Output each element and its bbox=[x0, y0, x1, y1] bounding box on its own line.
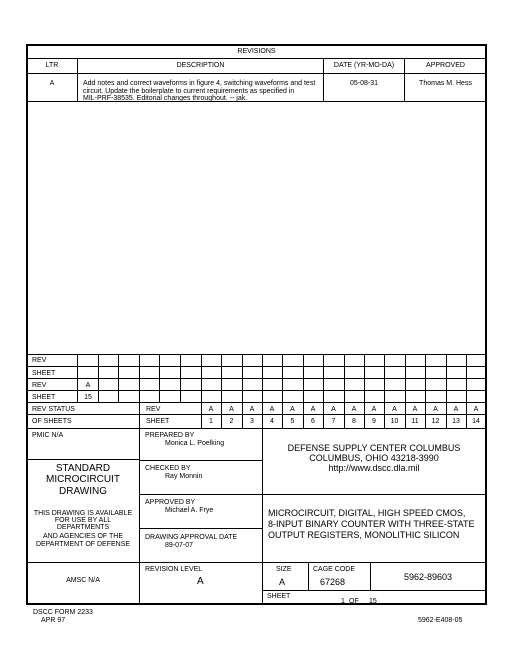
revision-letter: A bbox=[49, 80, 55, 87]
rule bbox=[344, 354, 345, 402]
device-title-line: 8-INPUT BINARY COUNTER WITH THREE-STATE bbox=[268, 519, 475, 529]
agency-link: http://www.dscc.dla.mil bbox=[328, 463, 420, 473]
rule bbox=[262, 590, 486, 591]
size-value: A bbox=[279, 577, 286, 587]
approved-header: APPROVED bbox=[426, 62, 465, 69]
rule bbox=[27, 378, 486, 379]
sheet-number-cell: 5 bbox=[290, 418, 295, 425]
rev-status-label: REV STATUS bbox=[32, 406, 75, 413]
rev-status-value: A bbox=[229, 406, 234, 413]
rule bbox=[303, 354, 304, 402]
sheet-number-cell: 9 bbox=[372, 418, 376, 425]
agency-line: COLUMBUS, OHIO 43218-3990 bbox=[309, 453, 439, 463]
ltr-header: LTR bbox=[45, 62, 59, 69]
standard-title-line: DRAWING bbox=[59, 486, 107, 497]
sheet-number-cell: 10 bbox=[390, 418, 399, 425]
approved-by-label: APPROVED BY bbox=[145, 499, 196, 506]
rule bbox=[323, 354, 324, 402]
date-header: DATE (YR-MO-DA) bbox=[333, 62, 395, 69]
rev-label: REV bbox=[32, 382, 47, 389]
rule bbox=[27, 562, 486, 563]
revision-description-line: circuit. Update the boilerplate to current requirements as specified in bbox=[83, 88, 295, 95]
rev-status-value: A bbox=[433, 406, 438, 413]
rule bbox=[262, 354, 263, 402]
standard-title-line: MICROCIRCUIT bbox=[46, 474, 120, 485]
rev-value: A bbox=[85, 382, 91, 389]
revision-approver: Thomas M. Hess bbox=[419, 80, 472, 87]
approved-by-name: Michael A. Frye bbox=[165, 507, 214, 514]
rule bbox=[405, 354, 406, 402]
revision-level: A bbox=[197, 576, 204, 587]
sheet-number-cell: 7 bbox=[331, 418, 336, 425]
rule bbox=[27, 414, 486, 415]
rule bbox=[139, 528, 262, 529]
revision-description-line: Add notes and correct waveforms in figure 4, switching waveforms and test bbox=[83, 80, 316, 87]
sheet-number-cell: 3 bbox=[250, 418, 254, 425]
rev-status-value: A bbox=[208, 406, 214, 413]
drawing-number: 5962-89603 bbox=[403, 572, 453, 582]
sheet-number-cell: 13 bbox=[452, 418, 460, 425]
revision-description-line: MIL-PRF-38535. Editorial changes throughout. -- jak. bbox=[83, 95, 248, 102]
rule bbox=[77, 58, 78, 101]
rule bbox=[446, 354, 447, 402]
revisions-title: REVISIONS bbox=[237, 48, 276, 55]
sheet-number-cell: 1 bbox=[209, 418, 213, 425]
sheet-of: OF bbox=[349, 598, 359, 605]
rule bbox=[221, 354, 222, 402]
rev-status-value: A bbox=[331, 406, 336, 413]
prepared-by-name: Monica L. Poelking bbox=[165, 440, 225, 447]
sheet-number-cell: 11 bbox=[411, 418, 419, 425]
standard-title-line: STANDARD bbox=[55, 463, 111, 474]
sheet-number-cell: 14 bbox=[472, 418, 480, 425]
rule bbox=[139, 428, 140, 605]
approval-date-label: DRAWING APPROVAL DATE bbox=[145, 534, 238, 541]
rev-status-value: A bbox=[310, 406, 316, 413]
rule bbox=[27, 366, 486, 367]
prepared-by-label: PREPARED BY bbox=[145, 432, 195, 439]
checked-by-name: Ray Monnin bbox=[165, 473, 203, 480]
rule bbox=[201, 354, 202, 402]
rule bbox=[27, 459, 139, 460]
device-title-line: MICROCIRCUIT, DIGITAL, HIGH SPEED CMOS, bbox=[268, 508, 466, 518]
rule bbox=[282, 354, 283, 402]
rev-label: REV bbox=[32, 357, 47, 364]
sheet-number-cell: 12 bbox=[431, 418, 440, 425]
form-number: DSCC FORM 2233 bbox=[33, 609, 93, 616]
availability-line: AND AGENCIES OF THE bbox=[43, 533, 123, 540]
rev-status-value: A bbox=[473, 406, 479, 413]
rule bbox=[364, 354, 365, 402]
rule bbox=[118, 354, 119, 402]
rev-status-value: A bbox=[269, 406, 275, 413]
rev-status-value: A bbox=[453, 406, 459, 413]
rule bbox=[27, 428, 486, 429]
rule bbox=[139, 354, 140, 402]
sheet-label: SHEET bbox=[146, 418, 170, 425]
rev-status-value: A bbox=[412, 406, 418, 413]
sheet-total: 15 bbox=[369, 598, 377, 605]
rev-status-value: A bbox=[290, 406, 295, 413]
rule bbox=[139, 402, 140, 428]
size-label: SIZE bbox=[276, 566, 292, 573]
sheet-number: 1 bbox=[341, 598, 345, 605]
rev-status-value: A bbox=[249, 406, 255, 413]
rule bbox=[159, 354, 160, 402]
approval-date: 89-07-07 bbox=[165, 542, 194, 549]
rule bbox=[27, 58, 486, 59]
availability-line: FOR USE BY ALL bbox=[54, 517, 112, 524]
sheet-label: SHEET bbox=[32, 370, 56, 377]
rule bbox=[27, 390, 486, 391]
availability-line: DEPARTMENTS bbox=[56, 524, 110, 531]
rule bbox=[242, 354, 243, 402]
sheet-count: 15 bbox=[84, 394, 92, 401]
cage-code-label: CAGE CODE bbox=[313, 566, 356, 573]
pmic-field: PMIC N/A bbox=[32, 432, 64, 439]
rev-status-value: A bbox=[392, 406, 397, 413]
rule bbox=[139, 460, 262, 461]
agency-line: DEFENSE SUPPLY CENTER COLUMBUS bbox=[287, 443, 461, 453]
rule bbox=[425, 354, 426, 402]
sheet-number-cell: 2 bbox=[229, 418, 234, 425]
sheet-label: SHEET bbox=[267, 593, 291, 600]
rev-status-value: A bbox=[351, 406, 357, 413]
rule bbox=[139, 494, 262, 495]
sheet-label: SHEET bbox=[32, 394, 56, 401]
checked-by-label: CHECKED BY bbox=[145, 465, 191, 472]
sheet-number-cell: 6 bbox=[311, 418, 315, 425]
revision-date: 05-08-31 bbox=[349, 80, 379, 87]
rule bbox=[98, 354, 99, 402]
revision-level-label: REVISION LEVEL bbox=[145, 566, 203, 573]
availability-line: DEPARTMENT OF DEFENSE bbox=[35, 541, 131, 548]
rule bbox=[308, 562, 309, 590]
rule bbox=[27, 402, 486, 403]
amsc-field: AMSC N/A bbox=[66, 577, 100, 584]
form-date: APR 97 bbox=[41, 617, 66, 624]
of-sheets-label: OF SHEETS bbox=[32, 418, 72, 425]
device-title-line: OUTPUT REGISTERS, MONOLITHIC SILICON bbox=[268, 530, 460, 540]
rule bbox=[262, 494, 486, 495]
rule bbox=[180, 354, 181, 402]
sheet-number-cell: 4 bbox=[270, 418, 274, 425]
description-header: DESCRIPTION bbox=[176, 62, 225, 69]
rule bbox=[466, 354, 467, 402]
rule bbox=[384, 354, 385, 402]
document-code: 5962-E408-05 bbox=[418, 617, 463, 624]
rule bbox=[27, 354, 486, 355]
sheet-number-cell: 8 bbox=[352, 418, 356, 425]
rev-label: REV bbox=[146, 406, 161, 413]
availability-line: THIS DRAWING IS AVAILABLE bbox=[33, 510, 133, 517]
cage-code: 67268 bbox=[320, 577, 346, 587]
rule bbox=[27, 73, 486, 74]
rev-status-value: A bbox=[371, 406, 377, 413]
